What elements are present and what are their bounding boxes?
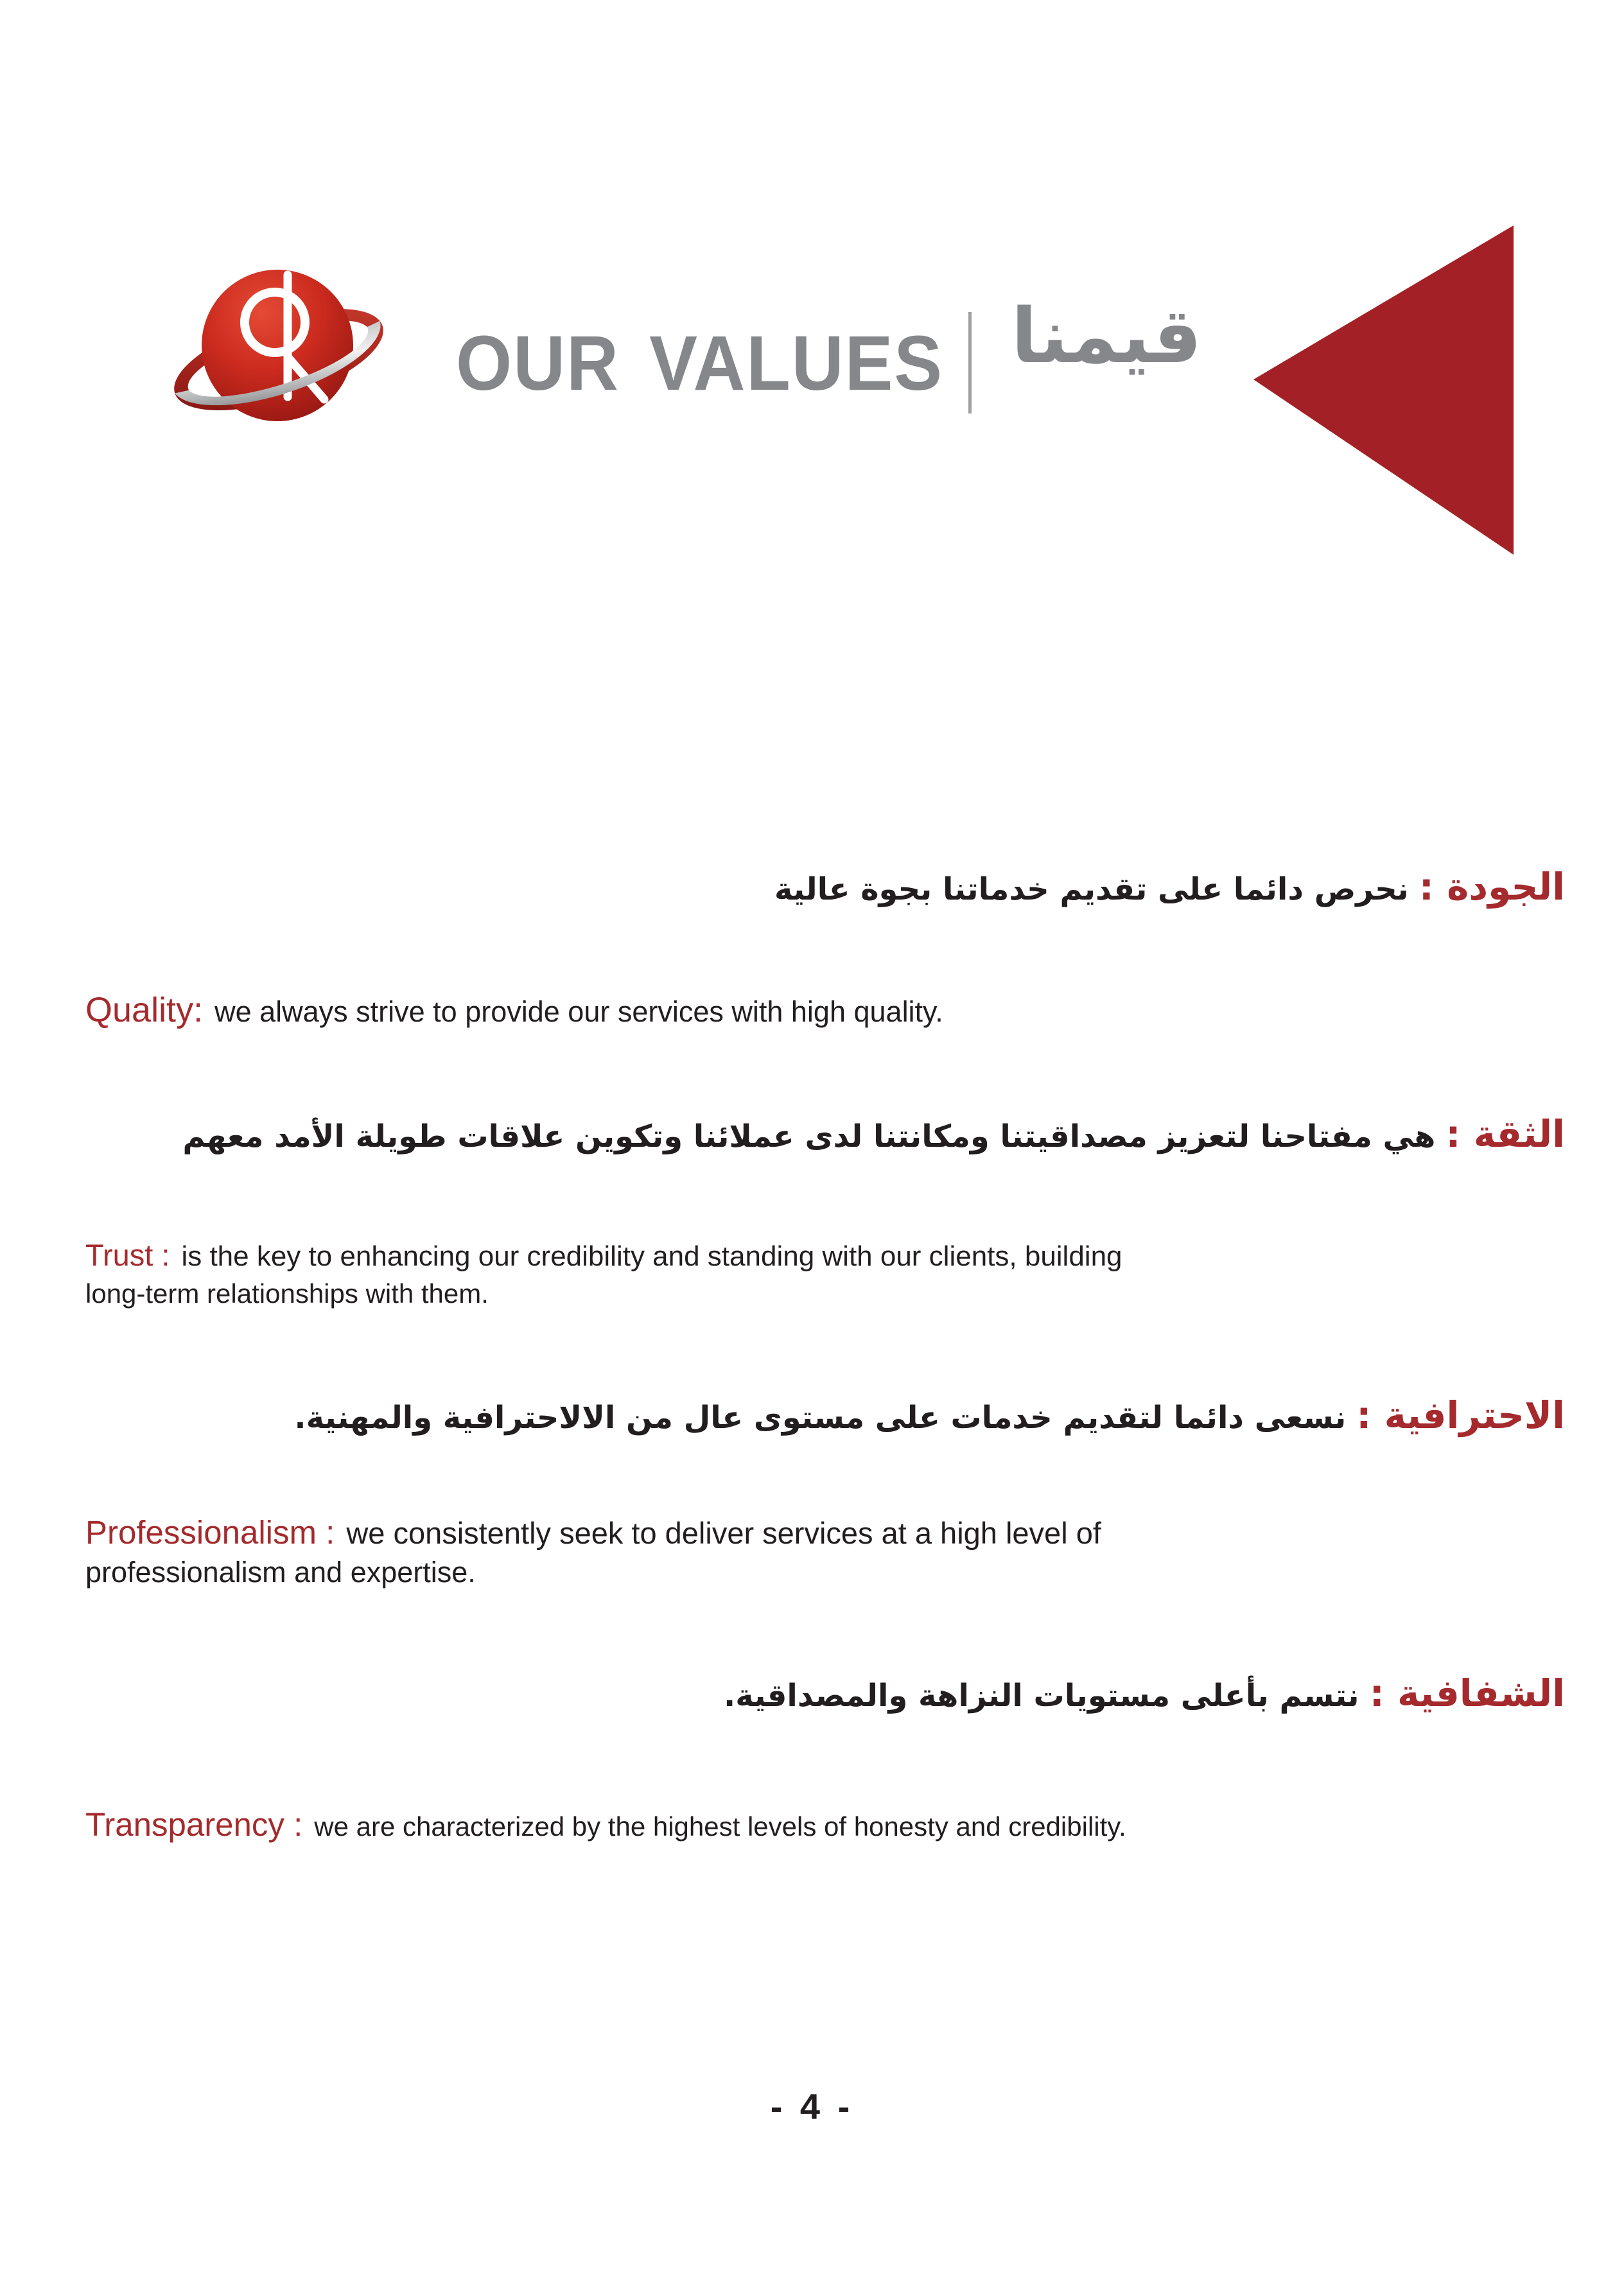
value-quality-arabic-label: الجودة : xyxy=(1419,865,1565,909)
value-trust-english xyxy=(85,1236,1122,1276)
value-quality-english-text: we always strive to provide our services with high quality. xyxy=(214,995,943,1028)
value-professionalism-english xyxy=(85,1513,1101,1553)
value-professionalism-english-label: Professionalism : xyxy=(85,1514,335,1551)
value-professionalism-arabic-label: الاحترافية : xyxy=(1356,1393,1565,1437)
value-transparency-arabic-label: الشفافية : xyxy=(1369,1671,1565,1715)
value-trust-arabic-text: هي مفتاحنا لتعزيز مصداقيتنا ومكانتنا لدى عملائنا وتكوين علاقات طويلة الأمد معهم xyxy=(182,1119,1436,1154)
value-quality-arabic xyxy=(774,860,1565,916)
value-trust-english-line2: long-term relationships with them. xyxy=(85,1278,489,1309)
page-title-ar: قيمنا xyxy=(1011,292,1202,380)
value-trust-english-text: is the key to enhancing our credibility and standing with our clients, building xyxy=(181,1241,1122,1272)
title-divider xyxy=(968,312,972,414)
value-trust-arabic-label: الثقة : xyxy=(1445,1112,1565,1156)
page-number: - 4 - xyxy=(770,2086,854,2127)
corner-triangle-icon xyxy=(1253,225,1514,555)
value-quality-english xyxy=(85,991,943,1031)
value-professionalism-english-text: we consistently seek to deliver services at a high level of xyxy=(346,1516,1101,1550)
value-professionalism-arabic xyxy=(294,1389,1565,1444)
value-transparency-english-text: we are characterized by the highest levels of honesty and credibility. xyxy=(314,1811,1126,1842)
value-transparency-arabic xyxy=(724,1667,1565,1722)
company-logo xyxy=(168,256,397,461)
value-transparency-arabic-text: نتسم بأعلى مستويات النزاهة والمصداقية. xyxy=(724,1678,1359,1714)
company-globe-logo-icon xyxy=(168,256,397,461)
value-professionalism-arabic-text: نسعى دائما لتقديم خدمات على مستوى عال من الالاحترافية والمهنية. xyxy=(294,1400,1347,1436)
value-trust-english-label: Trust : xyxy=(85,1238,170,1272)
value-transparency-english xyxy=(85,1806,1126,1846)
value-quality-english-label: Quality: xyxy=(85,991,204,1029)
value-quality-arabic-text: نحرص دائما على تقديم خدماتنا بجوة عالية xyxy=(774,871,1409,907)
value-trust-arabic xyxy=(182,1108,1565,1163)
page-title-en: OUR VALUES xyxy=(456,320,943,407)
value-professionalism-english-line2: professionalism and expertise. xyxy=(85,1556,476,1589)
value-transparency-english-label: Transparency : xyxy=(85,1806,303,1843)
